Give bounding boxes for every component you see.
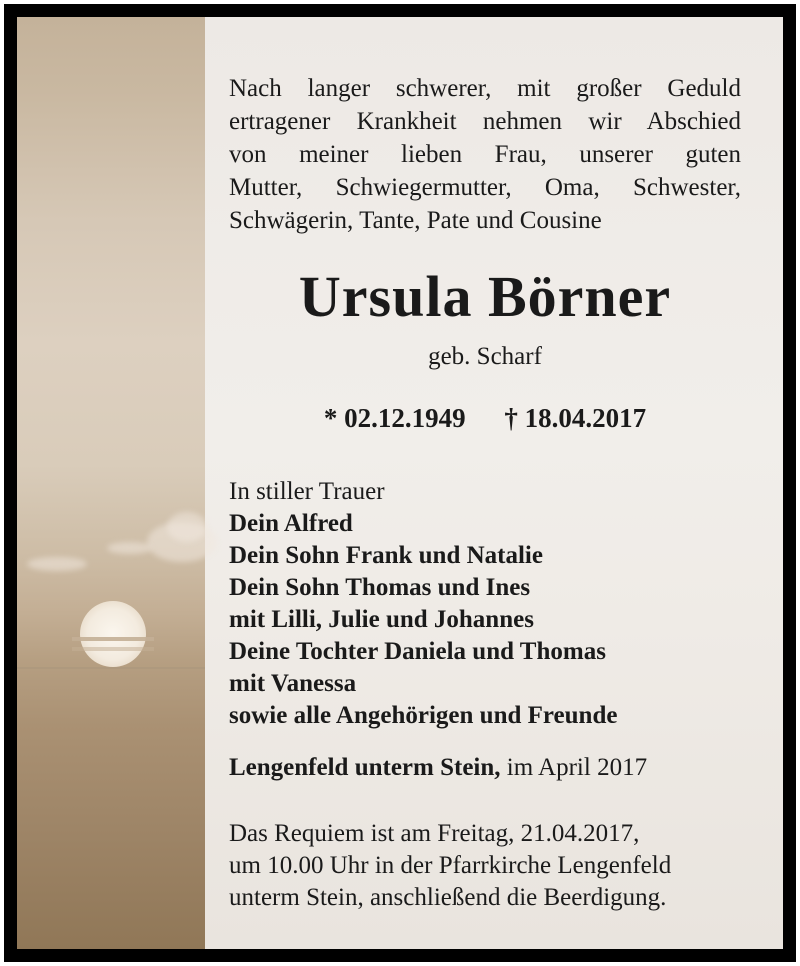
intro-line: von meiner lieben Frau, unserer guten	[229, 141, 741, 168]
birth-date: * 02.12.1949	[323, 403, 466, 433]
intro-paragraph	[229, 72, 741, 237]
life-dates	[229, 402, 741, 434]
place-date: im April 2017	[500, 754, 648, 781]
intro-line: Schwägerin, Tante, Pate und Cousine	[229, 207, 602, 234]
sunset-photo	[17, 17, 205, 949]
notice-text	[229, 17, 753, 949]
death-date: † 18.04.2017	[504, 403, 647, 433]
place-name: Lengenfeld unterm Stein,	[229, 754, 501, 781]
requiem-line: unterm Stein, anschließend die Beerdigung.	[229, 884, 667, 911]
notice-border	[4, 4, 796, 962]
requiem-line: um 10.00 Uhr in der Pfarrkirche Lengenfeld	[229, 852, 672, 879]
mourner-line: Dein Alfred	[229, 510, 353, 537]
mourner-line: Dein Sohn Thomas und Ines	[229, 574, 531, 601]
cloud-shape	[167, 512, 207, 542]
cloud-shape	[27, 557, 87, 571]
sun-shape	[80, 601, 146, 667]
intro-line: ertragener Krankheit nehmen wir Abschied	[229, 108, 741, 135]
mourner-line: sowie alle Angehörigen und Freunde	[229, 702, 618, 729]
mourner-line: Dein Sohn Frank und Natalie	[229, 542, 543, 569]
mourner-line: mit Vanessa	[229, 670, 357, 697]
mourners-list	[229, 476, 741, 732]
maiden-name: geb. Scharf	[428, 343, 542, 370]
sun-band	[72, 647, 154, 651]
notice-panel	[17, 17, 783, 949]
requiem-paragraph	[229, 818, 741, 914]
sun-band	[72, 637, 154, 641]
deceased-name: Ursula Börner	[298, 264, 672, 329]
cloud-shape	[107, 542, 152, 554]
horizon-line	[17, 667, 205, 669]
mourner-line: mit Lilli, Julie und Johannes	[229, 606, 534, 633]
place-date-line	[229, 752, 741, 784]
requiem-line: Das Requiem ist am Freitag, 21.04.2017,	[229, 820, 640, 847]
intro-line: Nach langer schwerer, mit großer Geduld	[229, 75, 741, 102]
intro-line: Mutter, Schwiegermutter, Oma, Schwester,	[229, 174, 741, 201]
mourner-line: Deine Tochter Daniela und Thomas	[229, 638, 606, 665]
mourning-lead: In stiller Trauer	[229, 478, 385, 505]
